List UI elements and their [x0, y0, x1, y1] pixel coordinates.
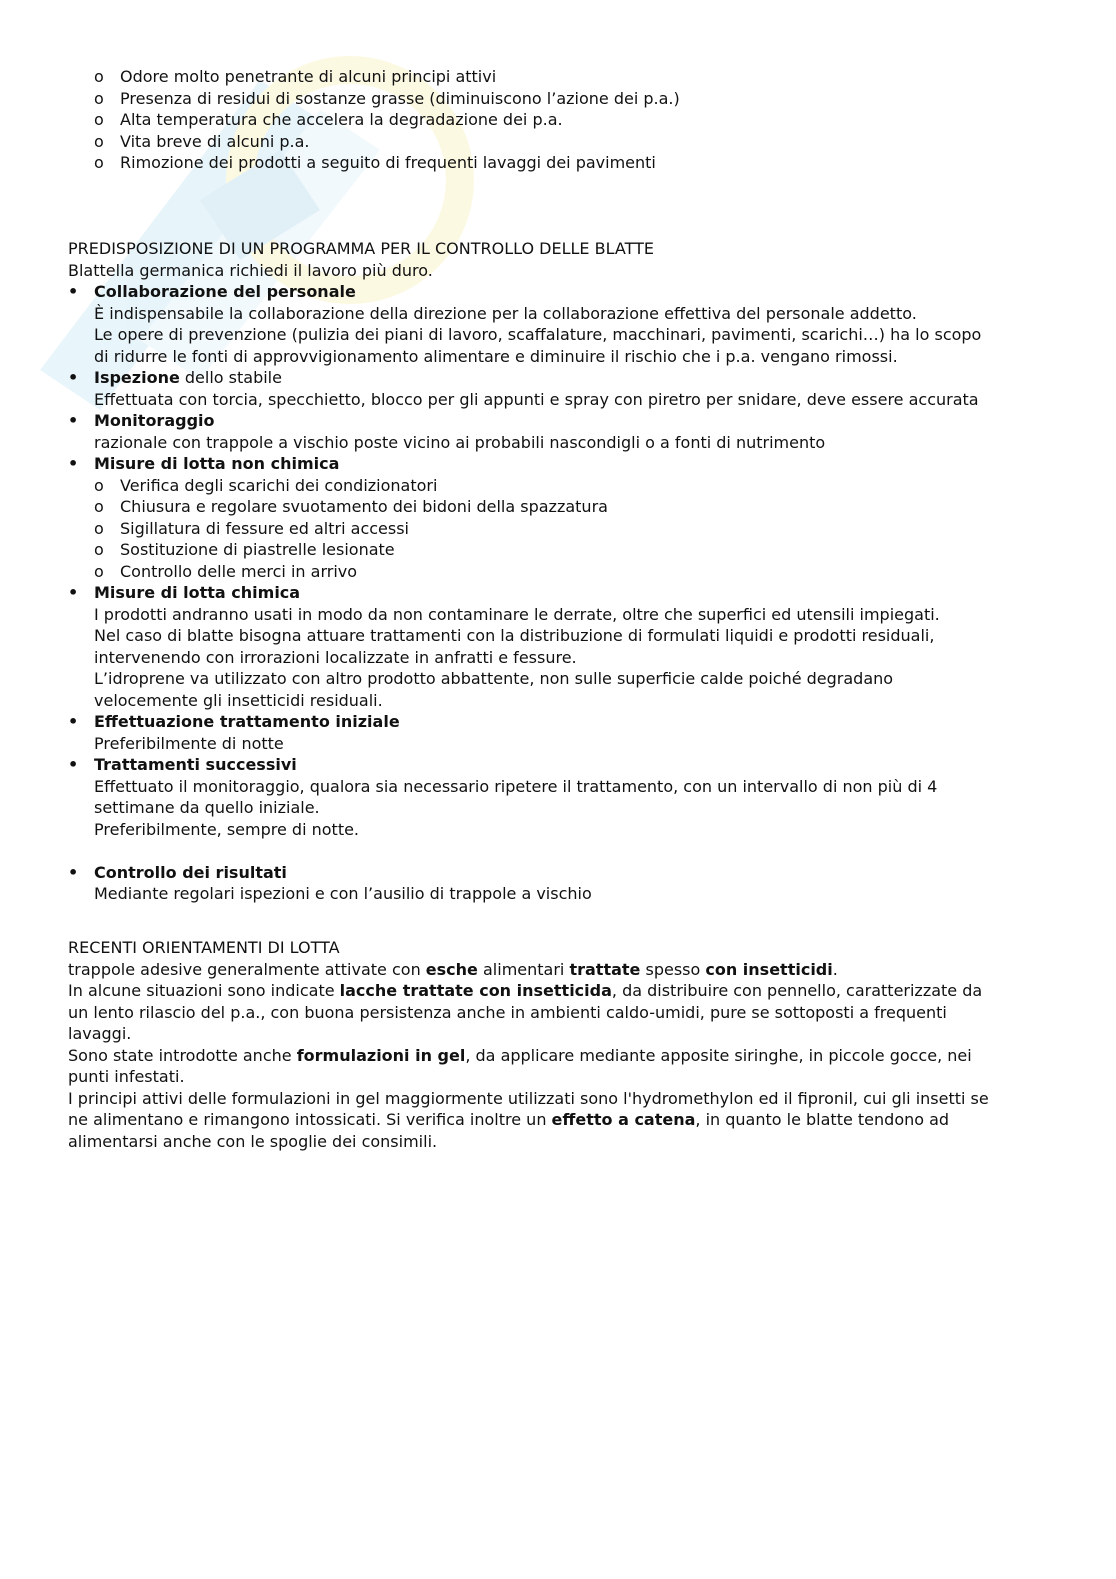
bullet-chimica: • Misure di lotta chimica I prodotti andranno usati in modo da non contaminare le derrate, oltre che superfici ed utensili impiegati. Nel caso di blatte bisogna attuare trattamenti con la distribuzione di formulati liquidi e prodotti residuali, intervenendo con irrorazioni localizzate in anfratti e fessure. L’idroprene va utilizzato con altro prodotto abbattente, non sulle superficie calde poiché degradano velocemente gli insetticidi residuali.	[68, 583, 940, 710]
section-predisposizione	[68, 238, 1048, 905]
bullet-ispezione: • Ispezione dello stabile Effettuata con torcia, specchietto, blocco per gli appunti e spray con piretro per snidare, deve essere accurata	[68, 368, 979, 409]
list-item: o Verifica degli scarichi dei condizionatori	[94, 475, 438, 495]
list-item: o Controllo delle merci in arrivo	[94, 561, 358, 581]
section-intro: Blattella germanica richiedi il lavoro più duro.	[68, 260, 433, 280]
paragraph: Sono state introdotte anche formulazioni in gel, da applicare mediante apposite siringhe, in piccole gocce, nei	[68, 1045, 972, 1065]
bullet-controllo-risultati: • Controllo dei risultati Mediante regolari ispezioni e con l’ausilio di trappole a vischio	[68, 862, 592, 903]
section-recenti-orientamenti: RECENTI ORIENTAMENTI DI LOTTA trappole adesive generalmente attivate con esche alimentari trattate spesso con insetticidi. In alcune situazioni sono indicate lacche trattate con insetticida, da distribuire con pennello, caratterizzate da un lento rilascio del p.a., con buona persistenza anche in ambienti caldo-umidi, pure se sottoposti a frequenti lavaggi. Sono state introdotte anche formulazioni in gel, da applicare mediante apposite siringhe, in piccole gocce, nei punti infestati. I principi attivi delle formulazioni in gel maggiormente utilizzati sono l'hydromethylon ed il fipronil, cui gli insetti se ne alimentano e rimangono intossicati. Si verifica inoltre un effetto a catena, in quanto le blatte tendono ad alimentarsi anche con le spoglie dei consimili.	[68, 937, 1048, 1152]
list-item: o Vita breve di alcuni p.a.	[94, 131, 310, 151]
list-item: o Presenza di residui di sostanze grasse (diminuiscono l’azione dei p.a.)	[94, 88, 680, 108]
section-heading: RECENTI ORIENTAMENTI DI LOTTA	[68, 938, 340, 957]
list-item: o Sigillatura di fessure ed altri accessi	[94, 518, 409, 538]
bullet-collaborazione: • Collaborazione del personale È indispensabile la collaborazione della direzione per la collaborazione effettiva del personale addetto. Le opere di prevenzione (pulizia dei piani di lavoro, scaffalature, macchinari, pavimenti, scarichi…) ha lo scopo di ridurre le fonti di approvvigionamento alimentare e diminuire il rischio che i p.a. vengano rimossi.	[68, 282, 982, 366]
list-item: o Chiusura e regolare svuotamento dei bidoni della spazzatura	[94, 497, 608, 516]
bullet-trattamento-iniziale: • Effettuazione trattamento iniziale Preferibilmente di notte	[68, 712, 400, 753]
paragraph: In alcune situazioni sono indicate lacche trattate con insetticida, da distribuire con pennello, caratterizzate da	[68, 981, 983, 1000]
list-item: o Alta temperatura che accelera la degradazione dei p.a.	[94, 110, 563, 129]
list-item: o Rimozione dei prodotti a seguito di frequenti lavaggi dei pavimenti	[94, 153, 656, 172]
section-heading: PREDISPOSIZIONE DI UN PROGRAMMA PER IL CONTROLLO DELLE BLATTE	[68, 239, 654, 258]
spacer	[68, 840, 1048, 862]
bullet-non-chimica: • Misure di lotta non chimica o Verifica degli scarichi dei condizionatori o Chiusura e regolare svuotamento dei bidoni della spazzatura o Sigillatura di fessure ed altri accessi o Sostituzione di piastrelle lesionate o Controllo delle merci in arrivo	[68, 453, 1048, 582]
list-item: o Odore molto penetrante di alcuni principi attivi	[94, 67, 497, 86]
bullet-trattamenti-successivi: • Trattamenti successivi Effettuato il monitoraggio, qualora sia necessario ripetere il trattamento, con un intervallo di non più di 4 settimane da quello iniziale. Preferibilmente, sempre di notte.	[68, 755, 938, 839]
list-item: o Sostituzione di piastrelle lesionate	[94, 540, 395, 559]
paragraph: trappole adesive generalmente attivate con esche alimentari trattate spesso con insetticidi.	[68, 959, 838, 979]
bullet-monitoraggio: • Monitoraggio razionale con trappole a vischio poste vicino ai probabili nascondigli o a fonti di nutrimento	[68, 411, 826, 452]
paragraph: I principi attivi delle formulazioni in gel maggiormente utilizzati sono l'hydromethylon ed il fipronil, cui gli insetti se	[68, 1088, 989, 1108]
top-sub-list	[94, 66, 1044, 174]
